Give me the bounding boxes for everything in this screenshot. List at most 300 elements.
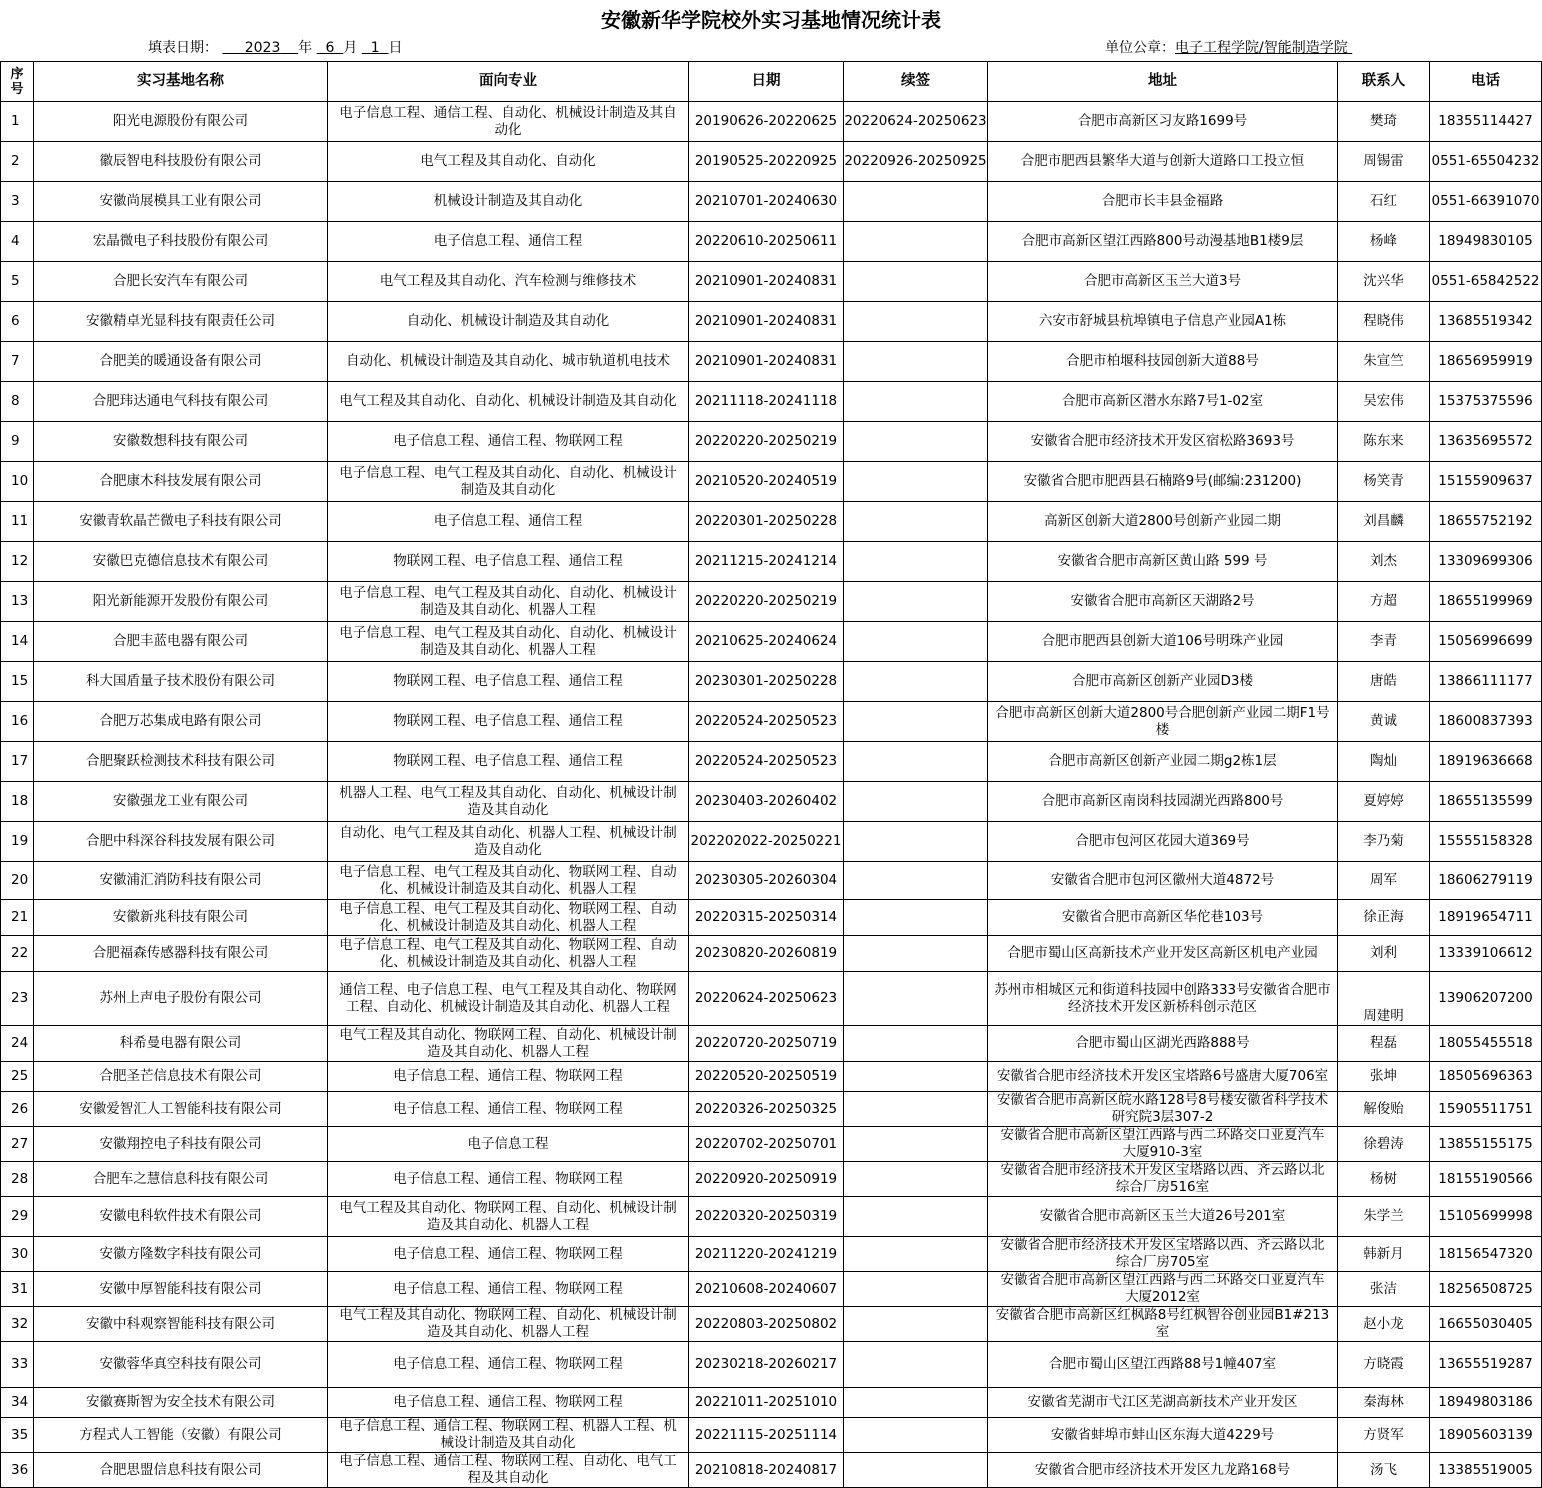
cell-no: 18 — [1, 782, 34, 822]
cell-no: 12 — [1, 542, 34, 582]
cell-phone: 13855155175 — [1430, 1127, 1542, 1162]
cell-address: 安徽省合肥市高新区天湖路2号 — [988, 582, 1338, 622]
cell-address: 合肥市蜀山区湖光西路888号 — [988, 1026, 1338, 1062]
cell-address: 合肥市肥西县繁华大道与创新大道路口工投立恒 — [988, 142, 1338, 182]
cell-major: 机器人工程、电气工程及其自动化、自动化、机械设计制造及其自动化 — [328, 782, 689, 822]
cell-major: 电子信息工程、通信工程、自动化、机械设计制造及其自动化 — [328, 102, 689, 142]
cell-phone: 15105699998 — [1430, 1197, 1542, 1237]
cell-no: 24 — [1, 1026, 34, 1062]
cell-date: 20230305-20260304 — [689, 862, 844, 900]
cell-date: 20221115-20251114 — [689, 1418, 844, 1453]
cell-name: 方程式人工智能（安徽）有限公司 — [34, 1418, 328, 1453]
cell-major: 自动化、机械设计制造及其自动化、城市轨道机电技术 — [328, 342, 689, 382]
cell-renew — [844, 462, 988, 502]
cell-no: 10 — [1, 462, 34, 502]
cell-name: 安徽中科观察智能科技有限公司 — [34, 1307, 328, 1342]
cell-major: 电气工程及其自动化、自动化 — [328, 142, 689, 182]
cell-renew — [844, 1342, 988, 1388]
table-row — [1, 1197, 1542, 1237]
cell-major: 电子信息工程、通信工程 — [328, 222, 689, 262]
cell-address: 安徽省蚌埠市蚌山区东海大道4229号 — [988, 1418, 1338, 1453]
cell-contact: 周军 — [1338, 862, 1430, 900]
cell-date: 20220610-20250611 — [689, 222, 844, 262]
cell-address: 合肥市高新区创新产业园D3楼 — [988, 662, 1338, 702]
cell-name: 合肥车之慧信息科技有限公司 — [34, 1162, 328, 1197]
cell-date: 20220920-20250919 — [689, 1162, 844, 1197]
table-row — [1, 1307, 1542, 1342]
cell-name: 安徽方隆数字科技有限公司 — [34, 1237, 328, 1272]
cell-no: 5 — [1, 262, 34, 302]
cell-major: 通信工程、电子信息工程、电气工程及其自动化、物联网工程、自动化、机械设计制造及其自动化、机器人工程 — [328, 972, 689, 1026]
cell-renew — [844, 702, 988, 742]
cell-phone: 13655519287 — [1430, 1342, 1542, 1388]
table-row — [1, 342, 1542, 382]
cell-contact: 程磊 — [1338, 1026, 1430, 1062]
cell-renew — [844, 222, 988, 262]
cell-address: 合肥市高新区习友路1699号 — [988, 102, 1338, 142]
table-row — [1, 1026, 1542, 1062]
cell-renew — [844, 862, 988, 900]
cell-contact: 樊琦 — [1338, 102, 1430, 142]
cell-contact: 周锡雷 — [1338, 142, 1430, 182]
cell-renew — [844, 1127, 988, 1162]
cell-major: 自动化、电气工程及其自动化、机器人工程、机械设计制造及自动化 — [328, 822, 689, 862]
header-major: 面向专业 — [328, 62, 689, 102]
table-row — [1, 900, 1542, 936]
cell-contact: 朱宣竺 — [1338, 342, 1430, 382]
header-date: 日期 — [689, 62, 844, 102]
cell-address: 安徽省合肥市经济技术开发区宝塔路6号盛唐大厦706室 — [988, 1062, 1338, 1092]
table-row — [1, 1418, 1542, 1453]
cell-name: 合肥中科深谷科技发展有限公司 — [34, 822, 328, 862]
table-row — [1, 102, 1542, 142]
cell-date: 20230403-20260402 — [689, 782, 844, 822]
cell-contact: 解俊贻 — [1338, 1092, 1430, 1127]
cell-renew: 20220624-20250623 — [844, 102, 988, 142]
cell-no: 6 — [1, 302, 34, 342]
cell-renew — [844, 1026, 988, 1062]
cell-renew — [844, 972, 988, 1026]
cell-address: 安徽省合肥市经济技术开发区宝塔路以西、齐云路以北综合厂房705室 — [988, 1237, 1338, 1272]
cell-major: 电气工程及其自动化、自动化、机械设计制造及其自动化 — [328, 382, 689, 422]
cell-address: 合肥市肥西县创新大道106号明珠产业园 — [988, 622, 1338, 662]
fill-date-label: 填表日期： — [148, 40, 218, 56]
cell-name: 合肥聚跃检测技术科技有限公司 — [34, 742, 328, 782]
cell-major: 电子信息工程、电气工程及其自动化、自动化、机械设计制造及其自动化 — [328, 462, 689, 502]
cell-phone: 18655199969 — [1430, 582, 1542, 622]
header-phone: 电话 — [1430, 62, 1542, 102]
cell-no: 1 — [1, 102, 34, 142]
cell-date: 20210625-20240624 — [689, 622, 844, 662]
cell-phone: 13906207200 — [1430, 972, 1542, 1026]
table-row — [1, 1162, 1542, 1197]
cell-renew — [844, 342, 988, 382]
cell-contact: 杨树 — [1338, 1162, 1430, 1197]
cell-phone: 15056996699 — [1430, 622, 1542, 662]
cell-address: 安徽省合肥市高新区黄山路 599 号 — [988, 542, 1338, 582]
cell-name: 宏晶微电子科技股份有限公司 — [34, 222, 328, 262]
cell-renew — [844, 1453, 988, 1488]
cell-name: 安徽尚展模具工业有限公司 — [34, 182, 328, 222]
cell-phone: 18655135599 — [1430, 782, 1542, 822]
cell-name: 徽辰智电科技股份有限公司 — [34, 142, 328, 182]
table-row — [1, 382, 1542, 422]
cell-no: 34 — [1, 1388, 34, 1418]
cell-phone: 18505696363 — [1430, 1062, 1542, 1092]
cell-address: 安徽省合肥市肥西县石楠路9号(邮编:231200) — [988, 462, 1338, 502]
cell-date: 20190626-20220625 — [689, 102, 844, 142]
cell-major: 电子信息工程、电气工程及其自动化、自动化、机械设计制造及其自动化、机器人工程 — [328, 582, 689, 622]
cell-name: 安徽蓉华真空科技有限公司 — [34, 1342, 328, 1388]
cell-contact: 方超 — [1338, 582, 1430, 622]
header-address: 地址 — [988, 62, 1338, 102]
cell-date: 20220220-20250219 — [689, 582, 844, 622]
cell-date: 20210901-20240831 — [689, 262, 844, 302]
cell-address: 合肥市高新区潜水东路7号1-02室 — [988, 382, 1338, 422]
cell-address: 安徽省合肥市高新区华佗巷103号 — [988, 900, 1338, 936]
cell-address: 合肥市高新区望江西路800号动漫基地B1楼9层 — [988, 222, 1338, 262]
cell-renew — [844, 936, 988, 972]
cell-renew — [844, 262, 988, 302]
table-row — [1, 1127, 1542, 1162]
cell-phone: 18055455518 — [1430, 1026, 1542, 1062]
table-row — [1, 1062, 1542, 1092]
cell-contact: 张洁 — [1338, 1272, 1430, 1307]
cell-address: 安徽省合肥市高新区望江西路与西二环路交口亚夏汽车大厦2012室 — [988, 1272, 1338, 1307]
cell-name: 安徽爱智汇人工智能科技有限公司 — [34, 1092, 328, 1127]
cell-date: 20230820-20260819 — [689, 936, 844, 972]
fill-date-day: 1 — [370, 40, 380, 56]
cell-no: 2 — [1, 142, 34, 182]
fill-date-year-unit: 年 — [298, 40, 313, 56]
cell-phone: 0551-66391070 — [1430, 182, 1542, 222]
cell-contact: 沈兴华 — [1338, 262, 1430, 302]
cell-date: 20210818-20240817 — [689, 1453, 844, 1488]
cell-date: 20220315-20250314 — [689, 900, 844, 936]
cell-major: 物联网工程、电子信息工程、通信工程 — [328, 542, 689, 582]
table-row — [1, 182, 1542, 222]
cell-major: 电子信息工程、通信工程、物联网工程 — [328, 1388, 689, 1418]
table-row — [1, 1453, 1542, 1488]
cell-address: 安徽省合肥市经济技术开发区宝塔路以西、齐云路以北综合厂房516室 — [988, 1162, 1338, 1197]
cell-date: 20210701-20240630 — [689, 182, 844, 222]
cell-phone: 15155909637 — [1430, 462, 1542, 502]
cell-name: 安徽电科软件技术有限公司 — [34, 1197, 328, 1237]
cell-contact: 韩新月 — [1338, 1237, 1430, 1272]
cell-name: 安徽强龙工业有限公司 — [34, 782, 328, 822]
cell-name: 合肥美的暖通设备有限公司 — [34, 342, 328, 382]
cell-no: 30 — [1, 1237, 34, 1272]
cell-contact: 陈东来 — [1338, 422, 1430, 462]
cell-renew — [844, 502, 988, 542]
cell-renew: 20220926-20250925 — [844, 142, 988, 182]
header-renew: 续签 — [844, 62, 988, 102]
cell-major: 自动化、机械设计制造及其自动化 — [328, 302, 689, 342]
cell-no: 21 — [1, 900, 34, 936]
cell-phone: 0551-65504232 — [1430, 142, 1542, 182]
cell-contact: 唐皓 — [1338, 662, 1430, 702]
cell-phone: 18355114427 — [1430, 102, 1542, 142]
table-row — [1, 1237, 1542, 1272]
cell-major: 电气工程及其自动化、物联网工程、自动化、机械设计制造及其自动化、机器人工程 — [328, 1026, 689, 1062]
cell-date: 20220301-20250228 — [689, 502, 844, 542]
cell-name: 合肥丰蓝电器有限公司 — [34, 622, 328, 662]
cell-contact: 周建明 — [1338, 972, 1430, 1026]
fill-date-year: 2023 — [244, 40, 281, 56]
cell-phone: 18600837393 — [1430, 702, 1542, 742]
cell-contact: 朱学兰 — [1338, 1197, 1430, 1237]
header-no: 序号 — [1, 62, 34, 102]
cell-address: 高新区创新大道2800号创新产业园二期 — [988, 502, 1338, 542]
table-row — [1, 262, 1542, 302]
cell-renew — [844, 582, 988, 622]
fill-date-month-unit: 月 — [343, 40, 358, 56]
cell-address: 六安市舒城县杭埠镇电子信息产业园A1栋 — [988, 302, 1338, 342]
cell-major: 电子信息工程、通信工程、物联网工程 — [328, 1342, 689, 1388]
cell-address: 合肥市高新区创新大道2800号合肥创新产业园二期F1号楼 — [988, 702, 1338, 742]
cell-name: 安徽赛斯智为安全技术有限公司 — [34, 1388, 328, 1418]
cell-date: 20210901-20240831 — [689, 302, 844, 342]
cell-major: 电子信息工程 — [328, 1127, 689, 1162]
cell-phone: 18949830105 — [1430, 222, 1542, 262]
cell-phone: 15375375596 — [1430, 382, 1542, 422]
cell-contact: 刘利 — [1338, 936, 1430, 972]
cell-no: 31 — [1, 1272, 34, 1307]
unit-seal — [1105, 37, 1352, 57]
cell-no: 35 — [1, 1418, 34, 1453]
cell-date: 20220524-20250523 — [689, 742, 844, 782]
cell-no: 20 — [1, 862, 34, 900]
table-row — [1, 822, 1542, 862]
cell-date: 20220520-20250519 — [689, 1062, 844, 1092]
cell-contact: 秦海林 — [1338, 1388, 1430, 1418]
cell-no: 22 — [1, 936, 34, 972]
cell-major: 电子信息工程、电气工程及其自动化、物联网工程、自动化、机械设计制造及其自动化、机器人工程 — [328, 862, 689, 900]
cell-phone: 18156547320 — [1430, 1237, 1542, 1272]
cell-major: 电子信息工程、电气工程及其自动化、物联网工程、自动化、机械设计制造及其自动化、机器人工程 — [328, 936, 689, 972]
cell-phone: 18919654711 — [1430, 900, 1542, 936]
cell-contact: 石红 — [1338, 182, 1430, 222]
cell-phone: 18919636668 — [1430, 742, 1542, 782]
cell-address: 安徽省合肥市经济技术开发区九龙路168号 — [988, 1453, 1338, 1488]
unit-seal-value: 电子工程学院/智能制造学院 — [1175, 40, 1348, 56]
cell-renew — [844, 1237, 988, 1272]
cell-date: 20210520-20240519 — [689, 462, 844, 502]
fill-date-day-unit: 日 — [388, 40, 403, 56]
cell-contact: 方晓霞 — [1338, 1342, 1430, 1388]
header-row — [1, 62, 1542, 102]
cell-no: 25 — [1, 1062, 34, 1092]
cell-renew — [844, 182, 988, 222]
table-row — [1, 782, 1542, 822]
cell-major: 物联网工程、电子信息工程、通信工程 — [328, 702, 689, 742]
cell-major: 电子信息工程、通信工程 — [328, 502, 689, 542]
cell-date: 20220220-20250219 — [689, 422, 844, 462]
cell-date: 20211118-20241118 — [689, 382, 844, 422]
cell-contact: 徐正海 — [1338, 900, 1430, 936]
cell-no: 7 — [1, 342, 34, 382]
cell-address: 合肥市高新区创新产业园二期g2栋1层 — [988, 742, 1338, 782]
cell-renew — [844, 1272, 988, 1307]
cell-phone: 16655030405 — [1430, 1307, 1542, 1342]
cell-phone: 13339106612 — [1430, 936, 1542, 972]
cell-no: 19 — [1, 822, 34, 862]
base-table — [0, 61, 1542, 1488]
table-row — [1, 462, 1542, 502]
cell-major: 电子信息工程、通信工程、物联网工程 — [328, 1062, 689, 1092]
cell-major: 物联网工程、电子信息工程、通信工程 — [328, 742, 689, 782]
cell-name: 安徽数想科技有限公司 — [34, 422, 328, 462]
table-row — [1, 622, 1542, 662]
cell-date: 20210901-20240831 — [689, 342, 844, 382]
cell-name: 安徽中厚智能科技有限公司 — [34, 1272, 328, 1307]
cell-contact: 赵小龙 — [1338, 1307, 1430, 1342]
cell-contact: 杨峰 — [1338, 222, 1430, 262]
cell-name: 合肥万芯集成电路有限公司 — [34, 702, 328, 742]
cell-contact: 杨笑青 — [1338, 462, 1430, 502]
cell-date: 20211220-20241219 — [689, 1237, 844, 1272]
cell-name: 安徽青软晶芒微电子科技有限公司 — [34, 502, 328, 542]
cell-name: 合肥康木科技发展有限公司 — [34, 462, 328, 502]
cell-major: 电气工程及其自动化、汽车检测与维修技术 — [328, 262, 689, 302]
cell-contact: 黄诚 — [1338, 702, 1430, 742]
cell-contact: 刘杰 — [1338, 542, 1430, 582]
table-row — [1, 582, 1542, 622]
cell-address: 合肥市蜀山区望江西路88号1幢407室 — [988, 1342, 1338, 1388]
table-row — [1, 542, 1542, 582]
cell-no: 4 — [1, 222, 34, 262]
cell-date: 20230301-20250228 — [689, 662, 844, 702]
cell-contact: 方贤军 — [1338, 1418, 1430, 1453]
cell-no: 26 — [1, 1092, 34, 1127]
cell-date: 20230218-20260217 — [689, 1342, 844, 1388]
cell-renew — [844, 1162, 988, 1197]
cell-contact: 汤飞 — [1338, 1453, 1430, 1488]
cell-contact: 吴宏伟 — [1338, 382, 1430, 422]
cell-phone: 18155190566 — [1430, 1162, 1542, 1197]
cell-no: 16 — [1, 702, 34, 742]
cell-renew — [844, 1418, 988, 1453]
table-row — [1, 702, 1542, 742]
cell-date: 20220326-20250325 — [689, 1092, 844, 1127]
cell-date: 20220803-20250802 — [689, 1307, 844, 1342]
cell-phone: 13385519005 — [1430, 1453, 1542, 1488]
cell-address: 合肥市蜀山区高新技术产业开发区高新区机电产业园 — [988, 936, 1338, 972]
cell-no: 32 — [1, 1307, 34, 1342]
cell-address: 安徽省合肥市高新区玉兰大道26号201室 — [988, 1197, 1338, 1237]
cell-phone: 15905511751 — [1430, 1092, 1542, 1127]
cell-name: 合肥思盟信息科技有限公司 — [34, 1453, 328, 1488]
cell-major: 电气工程及其自动化、物联网工程、自动化、机械设计制造及其自动化、机器人工程 — [328, 1307, 689, 1342]
cell-phone: 18949803186 — [1430, 1388, 1542, 1418]
cell-no: 23 — [1, 972, 34, 1026]
cell-date: 202202022-20250221 — [689, 822, 844, 862]
cell-contact: 李乃菊 — [1338, 822, 1430, 862]
cell-contact: 夏婷婷 — [1338, 782, 1430, 822]
cell-major: 电子信息工程、通信工程、物联网工程 — [328, 1237, 689, 1272]
cell-phone: 13685519342 — [1430, 302, 1542, 342]
cell-address: 合肥市包河区花园大道369号 — [988, 822, 1338, 862]
cell-address: 安徽省合肥市高新区皖水路128号8号楼安徽省科学技术研究院3层307-2 — [988, 1092, 1338, 1127]
cell-name: 苏州上声电子股份有限公司 — [34, 972, 328, 1026]
cell-name: 阳光电源股份有限公司 — [34, 102, 328, 142]
cell-name: 安徽翔控电子科技有限公司 — [34, 1127, 328, 1162]
cell-name: 合肥福森传感器科技有限公司 — [34, 936, 328, 972]
cell-name: 合肥圣芒信息技术有限公司 — [34, 1062, 328, 1092]
cell-phone: 0551-65842522 — [1430, 262, 1542, 302]
cell-address: 安徽省合肥市包河区徽州大道4872号 — [988, 862, 1338, 900]
cell-renew — [844, 1062, 988, 1092]
table-row — [1, 862, 1542, 900]
cell-major: 电子信息工程、通信工程、物联网工程、自动化、电气工程及其自动化 — [328, 1453, 689, 1488]
cell-address: 安徽省芜湖市弋江区芜湖高新技术产业开发区 — [988, 1388, 1338, 1418]
cell-phone: 13309699306 — [1430, 542, 1542, 582]
cell-renew — [844, 1197, 988, 1237]
cell-date: 20220702-20250701 — [689, 1127, 844, 1162]
cell-renew — [844, 542, 988, 582]
cell-date: 20221011-20251010 — [689, 1388, 844, 1418]
cell-name: 安徽精卓光显科技有限责任公司 — [34, 302, 328, 342]
cell-renew — [844, 1092, 988, 1127]
cell-contact: 陶灿 — [1338, 742, 1430, 782]
cell-no: 33 — [1, 1342, 34, 1388]
table-row — [1, 222, 1542, 262]
cell-major: 电气工程及其自动化、物联网工程、自动化、机械设计制造及其自动化、机器人工程 — [328, 1197, 689, 1237]
cell-renew — [844, 302, 988, 342]
cell-no: 29 — [1, 1197, 34, 1237]
cell-no: 13 — [1, 582, 34, 622]
cell-renew — [844, 742, 988, 782]
cell-phone: 18655752192 — [1430, 502, 1542, 542]
cell-no: 28 — [1, 1162, 34, 1197]
table-row — [1, 1342, 1542, 1388]
cell-address: 合肥市柏堰科技园创新大道88号 — [988, 342, 1338, 382]
cell-name: 安徽巴克德信息技术有限公司 — [34, 542, 328, 582]
cell-no: 36 — [1, 1453, 34, 1488]
cell-major: 电子信息工程、通信工程、物联网工程 — [328, 422, 689, 462]
unit-seal-label: 单位公章： — [1105, 40, 1175, 56]
cell-major: 电子信息工程、电气工程及其自动化、物联网工程、自动化、机械设计制造及其自动化、机器人工程 — [328, 900, 689, 936]
cell-renew — [844, 782, 988, 822]
cell-renew — [844, 1307, 988, 1342]
page-title: 安徽新华学院校外实习基地情况统计表 — [601, 8, 941, 32]
cell-major: 电子信息工程、通信工程、物联网工程 — [328, 1162, 689, 1197]
cell-name: 安徽新兆科技有限公司 — [34, 900, 328, 936]
cell-phone: 15555158328 — [1430, 822, 1542, 862]
table-row — [1, 972, 1542, 1026]
cell-address: 合肥市高新区玉兰大道3号 — [988, 262, 1338, 302]
cell-date: 20220320-20250319 — [689, 1197, 844, 1237]
header-name: 实习基地名称 — [34, 62, 328, 102]
cell-contact: 徐碧涛 — [1338, 1127, 1430, 1162]
cell-renew — [844, 900, 988, 936]
table-row — [1, 302, 1542, 342]
cell-phone: 13635695572 — [1430, 422, 1542, 462]
cell-phone: 13866111177 — [1430, 662, 1542, 702]
cell-no: 9 — [1, 422, 34, 462]
cell-address: 安徽省合肥市高新区红枫路8号红枫智谷创业园B1#213室 — [988, 1307, 1338, 1342]
cell-phone: 18256508725 — [1430, 1272, 1542, 1307]
cell-address: 合肥市长丰县金福路 — [988, 182, 1338, 222]
cell-major: 电子信息工程、通信工程、物联网工程、机器人工程、机械设计制造及其自动化 — [328, 1418, 689, 1453]
cell-address: 安徽省合肥市经济技术开发区宿松路3693号 — [988, 422, 1338, 462]
cell-contact: 程晓伟 — [1338, 302, 1430, 342]
table-row — [1, 1092, 1542, 1127]
cell-address: 安徽省合肥市高新区望江西路与西二环路交口亚夏汽车大厦910-3室 — [988, 1127, 1338, 1162]
cell-date: 20190525-20220925 — [689, 142, 844, 182]
cell-name: 科大国盾量子技术股份有限公司 — [34, 662, 328, 702]
cell-renew — [844, 822, 988, 862]
